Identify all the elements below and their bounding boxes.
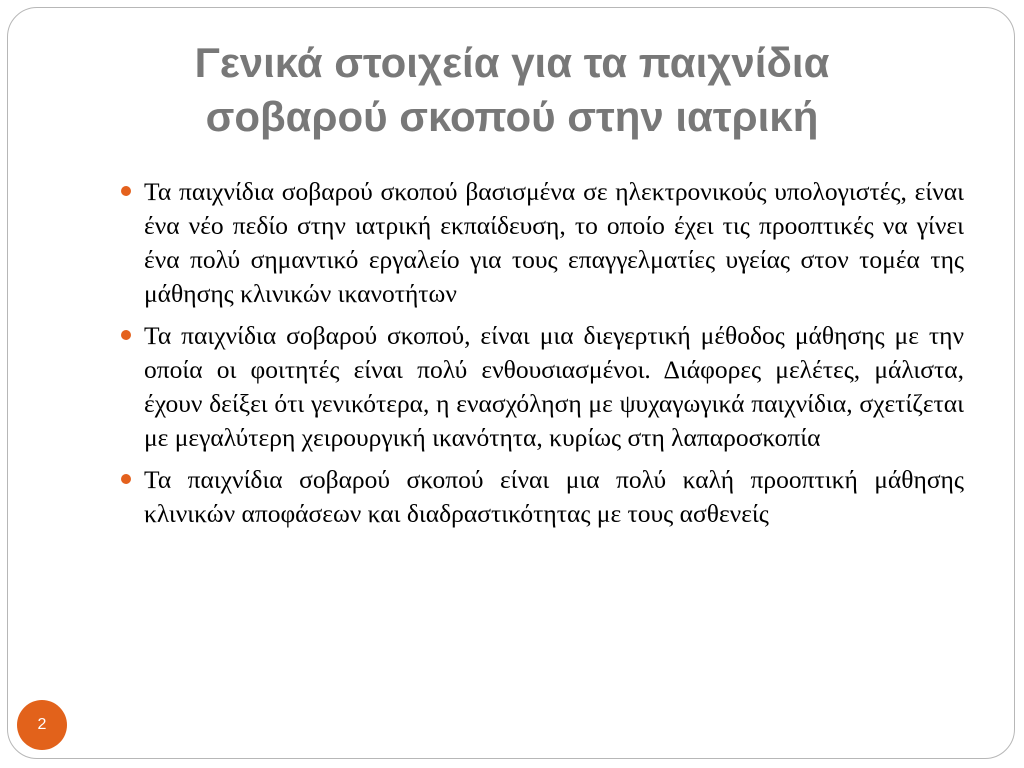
bullet-item: [121, 463, 964, 531]
bullet-dot-icon: [121, 186, 131, 196]
bullet-text: Τα παιχνίδια σοβαρού σκοπού βασισμένα σε ηλεκτρονικούς υπολογιστές, είναι ένα νέο πεδίο στην ιατρική εκπαίδευση, το οποίο έχει τις προοπτικές να γίνει ένα πολύ σημαντικό εργαλείο για τους επαγγελματίες υγείας στον τομέα της μάθησης κλινικών ικανοτήτων: [144, 177, 964, 308]
slide-title-line-1: Γενικά στοιχεία για τα παιχνίδια: [194, 39, 830, 86]
slide: [7, 7, 1015, 759]
bullet-dot-icon: [121, 474, 131, 484]
bullet-item: [121, 175, 964, 311]
bullet-item: [121, 319, 964, 455]
slide-title: [8, 36, 1015, 144]
bullet-list: [121, 175, 964, 539]
slide-title-line-2: σοβαρού σκοπού στην ιατρική: [205, 93, 819, 140]
bullet-text: Τα παιχνίδια σοβαρού σκοπού, είναι μια διεγερτική μέθοδος μάθησης με την οποία οι φοιτητές είναι πολύ ενθουσιασμένοι. Διάφορες μελέτες, μάλιστα, έχουν δείξει ότι γενικότερα, η ενασχόληση με ψυχαγωγικά παιχνίδια, σχετίζεται με μεγαλύτερη χειρουργική ικανότητα, κυρίως στη λαπαροσκοπία: [144, 321, 964, 452]
page-number: 2: [37, 716, 47, 733]
bullet-dot-icon: [121, 330, 131, 340]
bullet-text: Τα παιχνίδια σοβαρού σκοπού είναι μια πολύ καλή προοπτική μάθησης κλινικών αποφάσεων και διαδραστικότητας με τους ασθενείς: [144, 465, 964, 528]
page-number-badge: [17, 700, 67, 750]
